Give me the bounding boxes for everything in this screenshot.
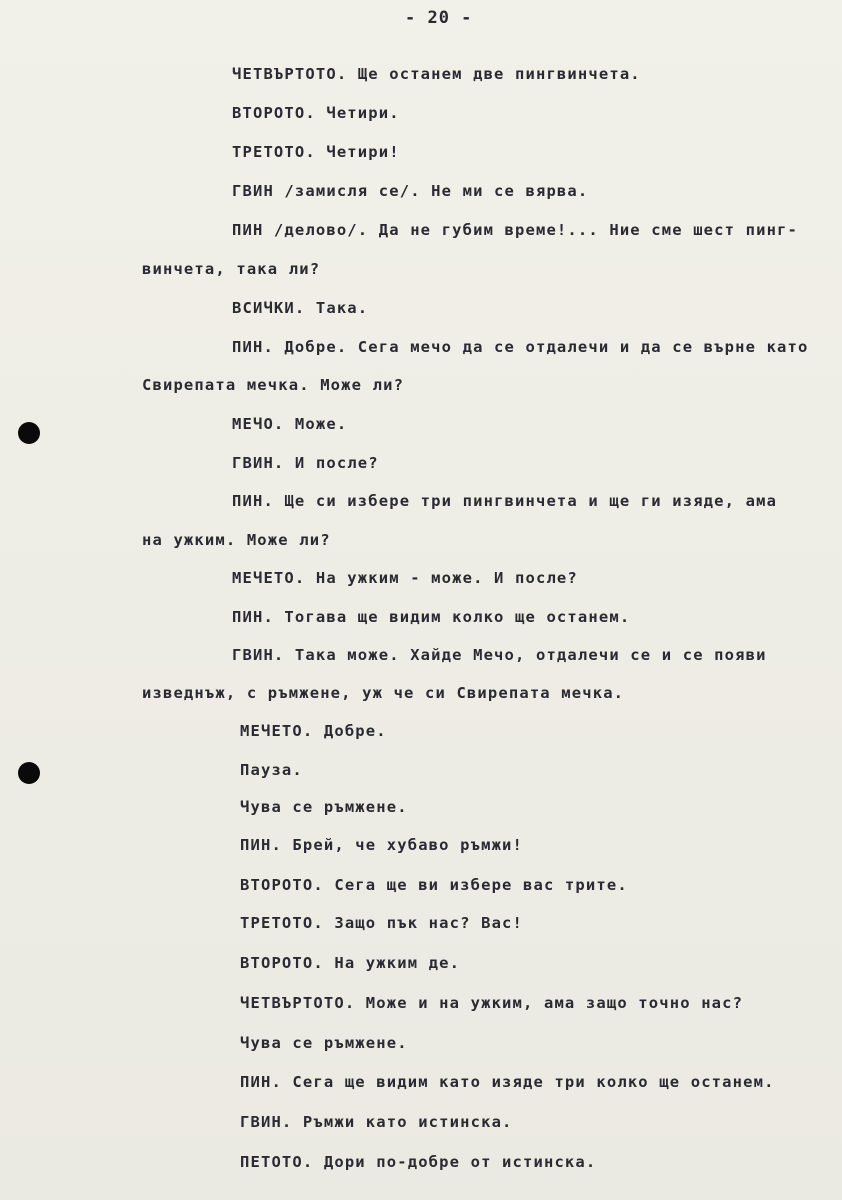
script-line: ГВИН. Ръмжи като истинска. bbox=[240, 1113, 513, 1131]
script-line: ВТОРОТО. Сега ще ви избере вас трите. bbox=[240, 876, 628, 894]
punch-hole bbox=[18, 762, 40, 784]
script-line: ЧЕТВЪРТОТО. Ще останем две пингвинчета. bbox=[232, 65, 641, 83]
script-line: ГВИН. И после? bbox=[232, 454, 379, 472]
script-line: ПИН. Ще си избере три пингвинчета и ще ги изяде, ама bbox=[232, 492, 778, 510]
script-line: ПЕТОТО. Дори по-добре от истинска. bbox=[240, 1153, 597, 1171]
punch-hole bbox=[18, 422, 40, 444]
script-line: ВТОРОТО. На ужким де. bbox=[240, 954, 461, 972]
script-line: ЧЕТВЪРТОТО. Може и на ужким, ама защо точно нас? bbox=[240, 994, 744, 1012]
script-line: ГВИН. Така може. Хайде Мечо, отдалечи се и се появи bbox=[232, 646, 767, 664]
script-line: МЕЧО. Може. bbox=[232, 415, 348, 433]
script-line: МЕЧЕТО. Добре. bbox=[240, 722, 387, 740]
script-line: ПИН. Добре. Сега мечо да се отдалечи и да се върне като bbox=[232, 338, 809, 356]
script-line: ТРЕТОТО. Четири! bbox=[232, 143, 400, 161]
script-line: изведнъж, с ръмжене, уж че си Свирепата мечка. bbox=[142, 684, 625, 702]
script-line: ПИН /делово/. Да не губим време!... Ние сме шест пинг- bbox=[232, 221, 799, 239]
script-line: Чува се ръмжене. bbox=[240, 798, 408, 816]
script-line: Свирепата мечка. Може ли? bbox=[142, 376, 405, 394]
script-line: ПИН. Тогава ще видим колко ще останем. bbox=[232, 608, 631, 626]
script-line: ГВИН /замисля се/. Не ми се вярва. bbox=[232, 182, 589, 200]
script-line: на ужким. Може ли? bbox=[142, 531, 331, 549]
script-line: винчета, така ли? bbox=[142, 260, 321, 278]
script-line: ПИН. Брей, че хубаво ръмжи! bbox=[240, 836, 524, 854]
script-line: ПИН. Сега ще видим като изяде три колко ще останем. bbox=[240, 1073, 775, 1091]
script-line: ТРЕТОТО. Защо пък нас? Вас! bbox=[240, 914, 524, 932]
script-line: Пауза. bbox=[240, 761, 303, 779]
script-line: ВТОРОТО. Четири. bbox=[232, 104, 400, 122]
script-line: МЕЧЕТО. На ужким - може. И после? bbox=[232, 569, 578, 587]
page-number: - 20 - bbox=[405, 8, 473, 28]
script-line: ВСИЧКИ. Така. bbox=[232, 299, 369, 317]
script-line: Чува се ръмжене. bbox=[240, 1034, 408, 1052]
